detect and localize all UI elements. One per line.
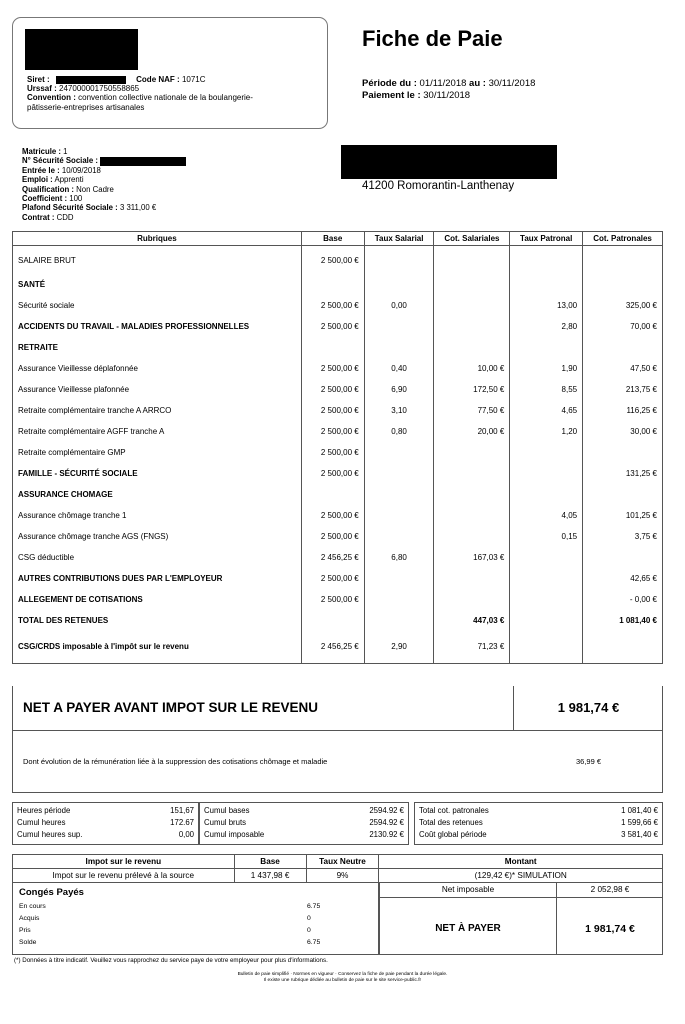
row-label: Retraite complémentaire AGFF tranche A	[13, 421, 302, 442]
row-value: 2 500,00 €	[301, 421, 364, 442]
row-value	[434, 568, 510, 589]
redacted-employer-name	[25, 29, 138, 70]
row-value	[434, 505, 510, 526]
row-value: 2 456,25 €	[301, 631, 364, 664]
paid-leave-box: Congés Payés En cours 6.75 Acquis 0 Pris 0 Solde 6.75	[12, 882, 379, 955]
row-value: 2 500,00 €	[301, 379, 364, 400]
row-value	[434, 316, 510, 337]
row-label: TOTAL DES RETENUES	[13, 610, 302, 631]
column-header: Rubriques	[13, 232, 302, 246]
row-label: ASSURANCE CHOMAGE	[13, 484, 302, 505]
table-row	[13, 547, 663, 568]
row-value: 131,25 €	[583, 463, 663, 484]
row-value	[434, 295, 510, 316]
row-value	[364, 274, 434, 295]
row-value: 172,50 €	[434, 379, 510, 400]
row-label: SANTÉ	[13, 274, 302, 295]
row-value	[510, 463, 583, 484]
row-value: 2 456,25 €	[301, 547, 364, 568]
row-value	[434, 463, 510, 484]
footnote: (*) Données à titre indicatif. Veuillez vous rapprochez du service paye de votre employeur pour plus d'informations.	[14, 957, 328, 964]
row-value: 4,05	[510, 505, 583, 526]
row-value	[583, 442, 663, 463]
row-value	[510, 246, 583, 274]
row-label: CSG déductible	[13, 547, 302, 568]
cumul-bases-box: Cumul bases 2594.92 € Cumul bruts 2594.92 € Cumul imposable 2130.92 €	[199, 802, 409, 845]
row-value: 6,80	[364, 547, 434, 568]
row-value	[364, 484, 434, 505]
row-value	[434, 246, 510, 274]
period-info: Période du : 01/11/2018 au : 30/11/2018 Paiement le : 30/11/2018	[362, 78, 536, 101]
row-value: 1,90	[510, 358, 583, 379]
row-value	[434, 337, 510, 358]
table-row	[13, 358, 663, 379]
row-value	[364, 463, 434, 484]
row-label: ALLEGEMENT DE COTISATIONS	[13, 589, 302, 610]
row-value	[583, 337, 663, 358]
row-value	[301, 610, 364, 631]
row-value: 6,90	[364, 379, 434, 400]
row-value: 0,15	[510, 526, 583, 547]
row-value: 2 500,00 €	[301, 526, 364, 547]
table-row	[13, 610, 663, 631]
redacted-employee-name	[341, 145, 557, 179]
table-row	[13, 316, 663, 337]
evolution-label: Dont évolution de la rémunération liée à la suppression des cotisations chômage et maladie	[23, 757, 328, 766]
table-row	[13, 379, 663, 400]
row-value: 71,23 €	[434, 631, 510, 664]
table-header	[13, 232, 663, 246]
redacted-secu	[100, 157, 186, 166]
row-value: 2 500,00 €	[301, 505, 364, 526]
net-imposable-value: 2 052,98 €	[590, 885, 630, 894]
row-value	[583, 246, 663, 274]
row-label: FAMILLE - SÉCURITÉ SOCIALE	[13, 463, 302, 484]
row-label: RETRAITE	[13, 337, 302, 358]
table-body	[13, 246, 663, 664]
row-value: 1 081,40 €	[583, 610, 663, 631]
table-row	[13, 274, 663, 295]
row-value: 0,00	[364, 295, 434, 316]
row-value: 30,00 €	[583, 421, 663, 442]
row-value	[364, 442, 434, 463]
table-row	[13, 589, 663, 610]
table-row	[13, 400, 663, 421]
row-value	[364, 589, 434, 610]
row-value	[583, 484, 663, 505]
row-value	[510, 568, 583, 589]
table-row	[13, 631, 663, 664]
table-row	[13, 295, 663, 316]
paid-leave-title: Congés Payés	[19, 887, 84, 898]
row-value: 325,00 €	[583, 295, 663, 316]
row-value: 0,80	[364, 421, 434, 442]
row-value	[510, 484, 583, 505]
row-label: Retraite complémentaire GMP	[13, 442, 302, 463]
row-value	[510, 631, 583, 664]
row-value: 167,03 €	[434, 547, 510, 568]
legal-notice: Bulletin de paie simplifié · Normes en vigueur · Conservez la fiche de paie pendant la durée légale. Il existe une rubrique dédiée au bulletin de paie sur le site service-public.fr	[237, 972, 448, 983]
row-value	[434, 589, 510, 610]
row-value	[510, 337, 583, 358]
row-value: 0,40	[364, 358, 434, 379]
table-row	[13, 246, 663, 274]
row-label: Assurance Vieillesse déplafonnée	[13, 358, 302, 379]
table-row	[13, 526, 663, 547]
column-header: Taux Patronal	[510, 232, 583, 246]
row-value: 8,55	[510, 379, 583, 400]
row-value	[301, 484, 364, 505]
impot-taux: 9%	[306, 869, 379, 883]
row-value	[434, 274, 510, 295]
row-value	[583, 274, 663, 295]
row-value	[510, 547, 583, 568]
row-value: - 0,00 €	[583, 589, 663, 610]
row-value	[364, 316, 434, 337]
net-payer-label: NET À PAYER	[435, 923, 501, 934]
column-header: Base	[301, 232, 364, 246]
row-value: 116,25 €	[583, 400, 663, 421]
row-label: AUTRES CONTRIBUTIONS DUES PAR L'EMPLOYEUR	[13, 568, 302, 589]
row-value: 447,03 €	[434, 610, 510, 631]
impot-taux-header: Taux Neutre	[306, 855, 379, 869]
employee-city: 41200 Romorantin-Lanthenay	[362, 180, 515, 192]
redacted-siret	[56, 76, 126, 84]
cumul-totals-box: Total cot. patronales 1 081,40 € Total des retenues 1 599,66 € Coût global période 3 581,40 €	[414, 802, 663, 845]
row-value	[583, 631, 663, 664]
net-payable-box	[379, 882, 663, 955]
row-value	[510, 442, 583, 463]
net-payer-value: 1 981,74 €	[585, 923, 635, 935]
row-value	[583, 547, 663, 568]
table-row	[13, 337, 663, 358]
row-label: SALAIRE BRUT	[13, 246, 302, 274]
row-value: 20,00 €	[434, 421, 510, 442]
table-row	[13, 442, 663, 463]
row-label: ACCIDENTS DU TRAVAIL - MALADIES PROFESSIONNELLES	[13, 316, 302, 337]
row-label: Assurance chômage tranche AGS (FNGS)	[13, 526, 302, 547]
convention-line: Convention : convention collective nationale de la boulangerie- pâtisserie-entreprises artisanales	[27, 93, 253, 112]
row-value: 2 500,00 €	[301, 295, 364, 316]
net-imposable-label: Net imposable	[441, 885, 495, 894]
cumul-hours-box: Heures période 151,67 Cumul heures 172.67 Cumul heures sup. 0,00	[12, 802, 199, 845]
row-value: 42,65 €	[583, 568, 663, 589]
row-value: 10,00 €	[434, 358, 510, 379]
row-value: 2 500,00 €	[301, 358, 364, 379]
row-value	[510, 610, 583, 631]
row-label: Sécurité sociale	[13, 295, 302, 316]
row-value: 13,00	[510, 295, 583, 316]
evolution-value: 36,99 €	[575, 757, 602, 766]
row-value: 4,65	[510, 400, 583, 421]
urssaf-line: Urssaf : 247000001750558865	[27, 84, 140, 93]
column-header: Cot. Salariales	[434, 232, 510, 246]
row-value	[364, 246, 434, 274]
row-value	[364, 610, 434, 631]
impot-header: Impot sur le revenu	[13, 855, 235, 869]
impot-montant: (129,42 €)* SIMULATION	[379, 869, 663, 883]
siret-line: Siret : Code NAF : 1071C	[27, 75, 206, 84]
income-tax-table	[12, 854, 663, 883]
row-value	[301, 274, 364, 295]
net-before-tax-value: 1 981,74 €	[557, 700, 620, 715]
net-before-tax-row	[12, 686, 663, 731]
row-value: 2 500,00 €	[301, 463, 364, 484]
row-value: 3,10	[364, 400, 434, 421]
row-value: 2,80	[510, 316, 583, 337]
row-value	[364, 568, 434, 589]
row-value: 213,75 €	[583, 379, 663, 400]
row-value	[434, 442, 510, 463]
impot-base-header: Base	[234, 855, 306, 869]
row-value	[434, 526, 510, 547]
row-value: 47,50 €	[583, 358, 663, 379]
table-row	[13, 568, 663, 589]
row-value: 2 500,00 €	[301, 568, 364, 589]
row-value: 2 500,00 €	[301, 442, 364, 463]
row-value	[364, 505, 434, 526]
employee-info: Matricule : 1 N° Sécurité Sociale : Entrée le : 10/09/2018 Emploi : Apprenti Qualification : Non Cadre Coefficient : 100 Plafond Sécurité Sociale : 3 311,00 € Contrat : CDD	[22, 147, 186, 222]
table-row	[13, 505, 663, 526]
impot-base: 1 437,98 €	[234, 869, 306, 883]
row-value: 2,90	[364, 631, 434, 664]
row-value: 101,25 €	[583, 505, 663, 526]
row-value: 2 500,00 €	[301, 316, 364, 337]
row-value: 2 500,00 €	[301, 400, 364, 421]
table-row	[13, 484, 663, 505]
employer-box	[12, 17, 328, 129]
row-label: Retraite complémentaire tranche A ARRCO	[13, 400, 302, 421]
row-value: 1,20	[510, 421, 583, 442]
row-value: 2 500,00 €	[301, 246, 364, 274]
row-value	[364, 526, 434, 547]
table-row	[13, 421, 663, 442]
row-label: Assurance chômage tranche 1	[13, 505, 302, 526]
row-label: Assurance Vieillesse plafonnée	[13, 379, 302, 400]
row-value: 77,50 €	[434, 400, 510, 421]
row-value	[434, 484, 510, 505]
row-label: CSG/CRDS imposable à l'impôt sur le revenu	[13, 631, 302, 664]
impot-label: Impot sur le revenu prélevé à la source	[13, 869, 235, 883]
net-before-tax-label: NET A PAYER AVANT IMPOT SUR LE REVENU	[23, 700, 319, 715]
row-value	[364, 337, 434, 358]
payslip-table	[12, 231, 663, 664]
row-value: 2 500,00 €	[301, 589, 364, 610]
row-value	[301, 337, 364, 358]
column-header: Taux Salarial	[364, 232, 434, 246]
table-row	[13, 463, 663, 484]
row-value: 3,75 €	[583, 526, 663, 547]
impot-montant-header: Montant	[379, 855, 663, 869]
evolution-row	[12, 731, 663, 793]
row-value	[510, 274, 583, 295]
row-value	[510, 589, 583, 610]
column-header: Cot. Patronales	[583, 232, 663, 246]
row-value: 70,00 €	[583, 316, 663, 337]
page-title: Fiche de Paie	[362, 26, 503, 51]
